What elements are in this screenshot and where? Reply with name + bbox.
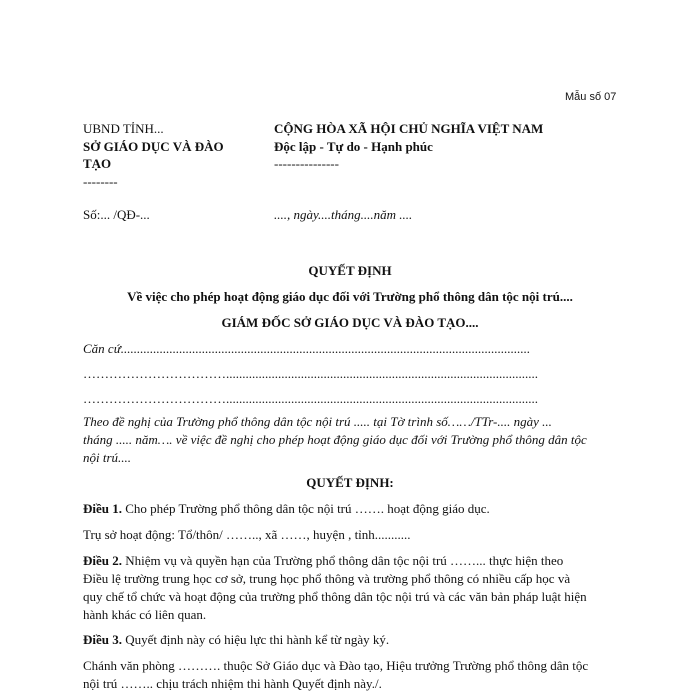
proposal-line: nội trú.... [83,450,132,465]
article-2-label: Điều 2. [83,553,122,568]
national-title: CỘNG HÒA XÃ HỘI CHỦ NGHĨA VIỆT NAM [274,121,544,136]
legal-basis-line: ……………………………................................................................................................ [83,391,538,406]
proposal-line: Theo đề nghị của Trường phổ thông dân tộc nội trú ..... tại Tờ trình số……/TTr-.... ngày ... [83,414,552,429]
article-2-line: Điều lệ trường trung học cơ sở, trung học phổ thông và trường phổ thông có nhiều cấp học và [83,571,571,586]
issuer-department: SỞ GIÁO DỤC VÀ ĐÀO [83,139,224,154]
decision-heading: QUYẾT ĐỊNH: [306,475,394,490]
office-address-line: Trụ sở hoạt động: Tổ/thôn/ …….., xã ……, huyện , tỉnh........... [83,527,411,542]
article-1-text: Cho phép Trường phổ thông dân tộc nội trú ……. hoạt động giáo dục. [122,501,490,516]
article-2 [83,553,563,569]
article-2-text: Nhiệm vụ và quyền hạn của Trường phổ thông dân tộc nội trú ……... thực hiện theo [122,553,564,568]
closing-line: Chánh văn phòng ………. thuộc Sở Giáo dục và Đào tạo, Hiệu trưởng Trường phổ thông dân tộc [83,658,589,673]
document-number: Số:... /QĐ-... [83,207,150,222]
article-2-line: hành khác có liên quan. [83,607,207,622]
date-line: ...., ngày....tháng....năm .... [274,207,413,222]
legal-basis-line: ……………………………................................................................................................ [83,366,538,381]
form-number: Mẫu số 07 [565,91,617,103]
motto-rule: --------------- [274,156,339,171]
legal-basis-line: Căn cứ.............................................................................................................................. [83,341,531,356]
issuing-authority: GIÁM ĐỐC SỞ GIÁO DỤC VÀ ĐÀO TẠO.... [221,315,479,330]
issuer-rule: -------- [83,174,118,189]
article-3-text: Quyết định này có hiệu lực thi hành kể từ ngày ký. [122,632,390,647]
issuer-province: UBND TỈNH... [83,121,164,136]
national-motto: Độc lập - Tự do - Hạnh phúc [274,139,433,154]
document-subject: Về việc cho phép hoạt động giáo dục đối với Trường phổ thông dân tộc nội trú.... [127,289,573,304]
article-2-line: quy chế tổ chức và hoạt động của trường phổ thông dân tộc nội trú và các văn bản pháp luật hiện [83,589,587,604]
article-1 [83,501,490,517]
issuer-department-cont: TẠO [83,156,112,171]
article-3 [83,632,389,648]
article-1-label: Điều 1. [83,501,122,516]
article-3-label: Điều 3. [83,632,122,647]
document-title: QUYẾT ĐỊNH [308,263,392,278]
closing-line: nội trú …….. chịu trách nhiệm thi hành Quyết định này./. [83,676,382,691]
proposal-line: tháng ..... năm…. về việc đề nghị cho phép hoạt động giáo dục đối với Trường phổ thông dân tộc [83,432,587,447]
